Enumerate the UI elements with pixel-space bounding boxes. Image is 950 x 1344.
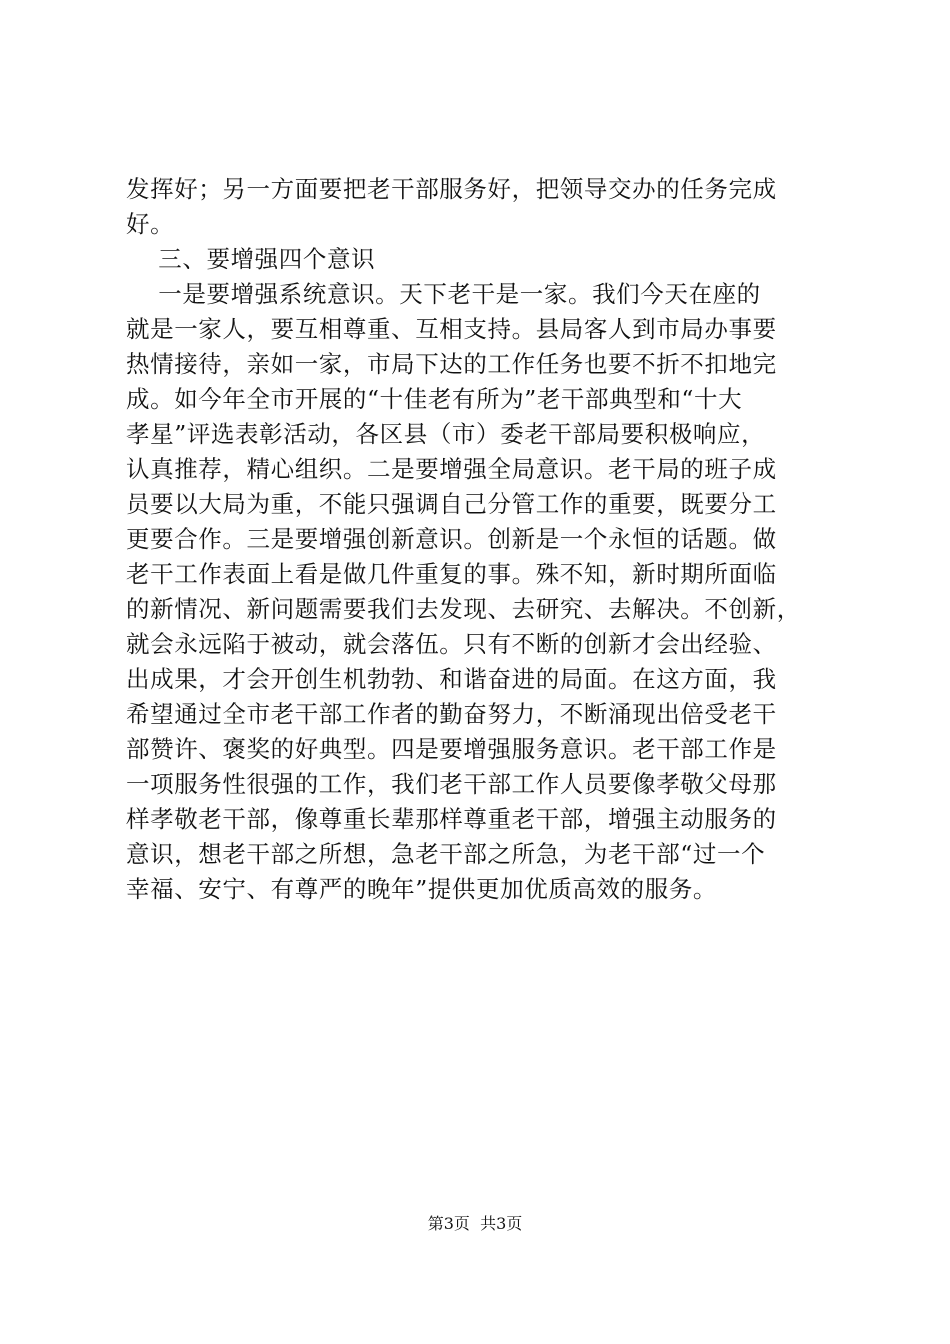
text-line: 幸福、安宁、有尊严的晚年”提供更加优质高效的服务。 [126,875,718,903]
text-line: 老干工作表面上看是做几件重复的事。殊不知，新时期所面临 [126,560,777,588]
text-line: 就是一家人，要互相尊重、互相支持。县局客人到市局办事要 [126,315,777,343]
text-line: 样孝敬老干部，像尊重长辈那样尊重老干部，增强主动服务的 [126,805,777,833]
text-line: 孝星”评选表彰活动，各区县（市）委老干部局要积极响应， [126,420,766,448]
text-line: 出成果，才会开创生机勃勃、和谐奋进的局面。在这方面，我 [126,665,777,693]
text-line: 一是要增强系统意识。天下老干是一家。我们今天在座的 [126,280,761,308]
text-line: 意识，想老干部之所想，急老干部之所急，为老干部“过一个 [126,840,766,868]
text-line: 就会永远陷于被动，就会落伍。只有不断的创新才会出经验、 [126,630,777,658]
text-line: 部赞许、褒奖的好典型。四是要增强服务意识。老干部工作是 [126,735,777,763]
text-line: 的新情况、新问题需要我们去发现、去研究、去解决。不创新， [126,595,801,623]
text-line: 更要合作。三是要增强创新意识。创新是一个永恒的话题。做 [126,525,777,553]
text-line: 一项服务性很强的工作，我们老干部工作人员要像孝敬父母那 [126,770,777,798]
text-line: 员要以大局为重，不能只强调自己分管工作的重要，既要分工 [126,490,777,518]
text-line: 热情接待，亲如一家，市局下达的工作任务也要不折不扣地完 [126,350,777,378]
section-heading: 三、要增强四个意识 [126,245,376,273]
page-number-footer: 第3页 共3页 [427,1214,523,1233]
text-line: 希望通过全市老干部工作者的勤奋努力，不断涌现出倍受老干 [126,700,777,728]
body-text [126,172,836,907]
text-line: 认真推荐，精心组织。二是要增强全局意识。老干局的班子成 [126,455,777,483]
text-line: 成。如今年全市开展的“十佳老有所为”老干部典型和“十大 [126,385,743,413]
text-line: 好。 [126,210,175,238]
text-line: 发挥好；另一方面要把老干部服务好，把领导交办的任务完成 [126,175,777,203]
